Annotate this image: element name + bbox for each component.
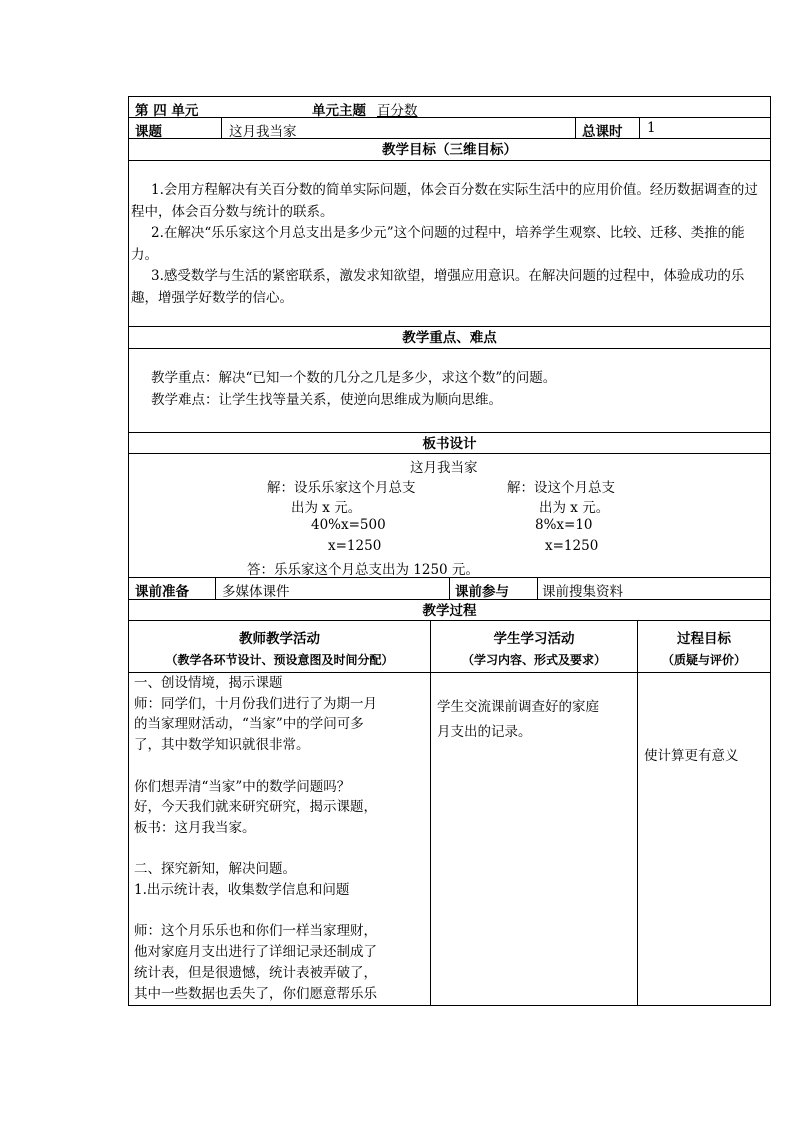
process-title-row bbox=[128, 600, 771, 621]
participate-label: 课前参与 bbox=[455, 584, 509, 599]
board-subtitle: 这月我当家 bbox=[410, 460, 478, 476]
lesson-row bbox=[128, 118, 771, 139]
board-left-eq2: x=1250 bbox=[328, 538, 382, 554]
teacher-line bbox=[134, 756, 377, 777]
participate-label-cell bbox=[449, 578, 538, 599]
teacher-line: 你们想弄清“当家”中的数学问题吗？ bbox=[134, 778, 351, 795]
teacher-line: 一、创设情境，揭示课题 bbox=[134, 675, 283, 691]
teacher-line: 其中一些数据也丢失了，你们愿意帮乐乐 bbox=[134, 985, 377, 1002]
teacher-line: 统计表，但是很遗憾，统计表被弄破了， bbox=[134, 964, 377, 981]
teacher-line: 的当家理财活动，“当家”中的学问可多 bbox=[134, 716, 364, 733]
teacher-line bbox=[134, 901, 377, 922]
theme-value: 百分数 bbox=[377, 103, 418, 119]
teacher-line: 了，其中数学知识就很非常。 bbox=[134, 737, 310, 754]
col-teacher-sub: （教学各环节设计、预设意图及时间分配） bbox=[165, 653, 394, 667]
goal-item-2: 2.在解决“乐乐家这个月总支出是多少元”这个问题的过程中，培养学生观察、比较、迁移、类推的能力。 bbox=[131, 225, 745, 263]
lesson-value: 这月我当家 bbox=[229, 124, 297, 140]
board-right-eq2: x=1250 bbox=[545, 538, 599, 554]
key-points-content bbox=[128, 349, 771, 433]
process-header-row bbox=[128, 621, 771, 673]
theme-label: 单元主题 bbox=[312, 103, 366, 119]
teacher-line: 好，今天我们就来研究研究，揭示课题， bbox=[134, 799, 377, 816]
participate-value: 课前搜集资料 bbox=[542, 584, 623, 600]
lesson-label-cell bbox=[129, 118, 222, 138]
goal-item-3: 3.感受数学与生活的紧密联系，激发求知欲望，增强应用意识。在解决问题的过程中，体验成功的乐趣，增强学好数学的信心。 bbox=[131, 268, 745, 306]
teacher-line: 师：同学们，十月份我们进行了为期一月 bbox=[134, 695, 377, 712]
prep-value: 多媒体课件 bbox=[222, 584, 290, 600]
board-right-eq1: 8%x=10 bbox=[535, 517, 593, 533]
teaching-focus: 教学重点：解决“已知一个数的几分之几是多少，求这个数”的问题。 bbox=[151, 370, 557, 386]
process-goal-text: 使计算更有意义 bbox=[644, 748, 739, 764]
goals-content bbox=[128, 161, 771, 327]
board-left-line2: 出为 x 元。 bbox=[291, 500, 362, 516]
teacher-line bbox=[134, 839, 377, 860]
hours-label: 总课时 bbox=[582, 124, 623, 138]
board-left-eq1: 40%x=500 bbox=[311, 517, 386, 533]
col-teacher-header bbox=[129, 621, 431, 672]
col-goal-title: 过程目标 bbox=[677, 631, 731, 647]
board-title: 板书设计 bbox=[422, 436, 477, 452]
teacher-activity-cell bbox=[129, 673, 431, 1005]
col-student-title: 学生学习活动 bbox=[493, 631, 575, 647]
student-activity-cell bbox=[431, 673, 638, 1005]
prep-row bbox=[128, 578, 771, 600]
col-student-sub: （学习内容、形式及要求） bbox=[461, 653, 606, 667]
board-answer: 答：乐乐家这个月总支出为 1250 元。 bbox=[247, 562, 479, 578]
process-goal-cell bbox=[638, 673, 770, 1005]
prep-label: 课前准备 bbox=[135, 584, 189, 599]
teacher-line: 二、探究新知，解决问题。 bbox=[134, 861, 296, 878]
col-goal-sub: （质疑与评价） bbox=[661, 653, 746, 667]
col-student-header bbox=[431, 621, 638, 672]
teacher-line: 板书：这月我当家。 bbox=[134, 819, 256, 836]
col-teacher-title: 教师教学活动 bbox=[239, 631, 320, 647]
teacher-line: 他对家庭月支出进行了详细记录还制成了 bbox=[134, 944, 377, 961]
student-line: 学生交流课前调查好的家庭 bbox=[437, 699, 599, 715]
board-content bbox=[128, 454, 771, 578]
unit-label: 第 四 单元 bbox=[135, 103, 199, 119]
board-right-line2: 出为 x 元。 bbox=[539, 500, 610, 516]
hours-value: 1 bbox=[647, 120, 656, 136]
board-left-line1: 解：设乐乐家这个月总支 bbox=[267, 480, 416, 496]
board-title-row bbox=[128, 433, 771, 454]
prep-label-cell bbox=[129, 578, 216, 599]
student-line: 月支出的记录。 bbox=[437, 724, 532, 740]
teacher-line: 师：这个月乐乐也和你们一样当家理财， bbox=[134, 923, 377, 940]
process-title: 教学过程 bbox=[422, 603, 477, 619]
goals-title: 教学目标（三维目标） bbox=[382, 142, 517, 158]
teaching-difficulty: 教学难点：让学生找等量关系，使逆向思维成为顺向思维。 bbox=[151, 391, 502, 408]
teacher-line: 1.出示统计表，收集数学信息和问题 bbox=[134, 882, 350, 898]
col-goal-header bbox=[638, 621, 770, 672]
lesson-label: 课题 bbox=[135, 124, 162, 138]
goal-item-1: 1.会用方程解决有关百分数的简单实际问题，体会百分数在实际生活中的应用价值。经历数据调查的过程中，体会百分数与统计的联系。 bbox=[131, 182, 758, 220]
key-points-title-row bbox=[128, 327, 771, 349]
key-points-title: 教学重点、难点 bbox=[402, 330, 497, 346]
process-content-row bbox=[128, 673, 771, 1006]
board-right-line1: 解：设这个月总支 bbox=[507, 480, 615, 496]
hours-label-cell bbox=[575, 118, 640, 138]
goals-title-row bbox=[128, 139, 771, 161]
unit-row bbox=[128, 96, 771, 118]
